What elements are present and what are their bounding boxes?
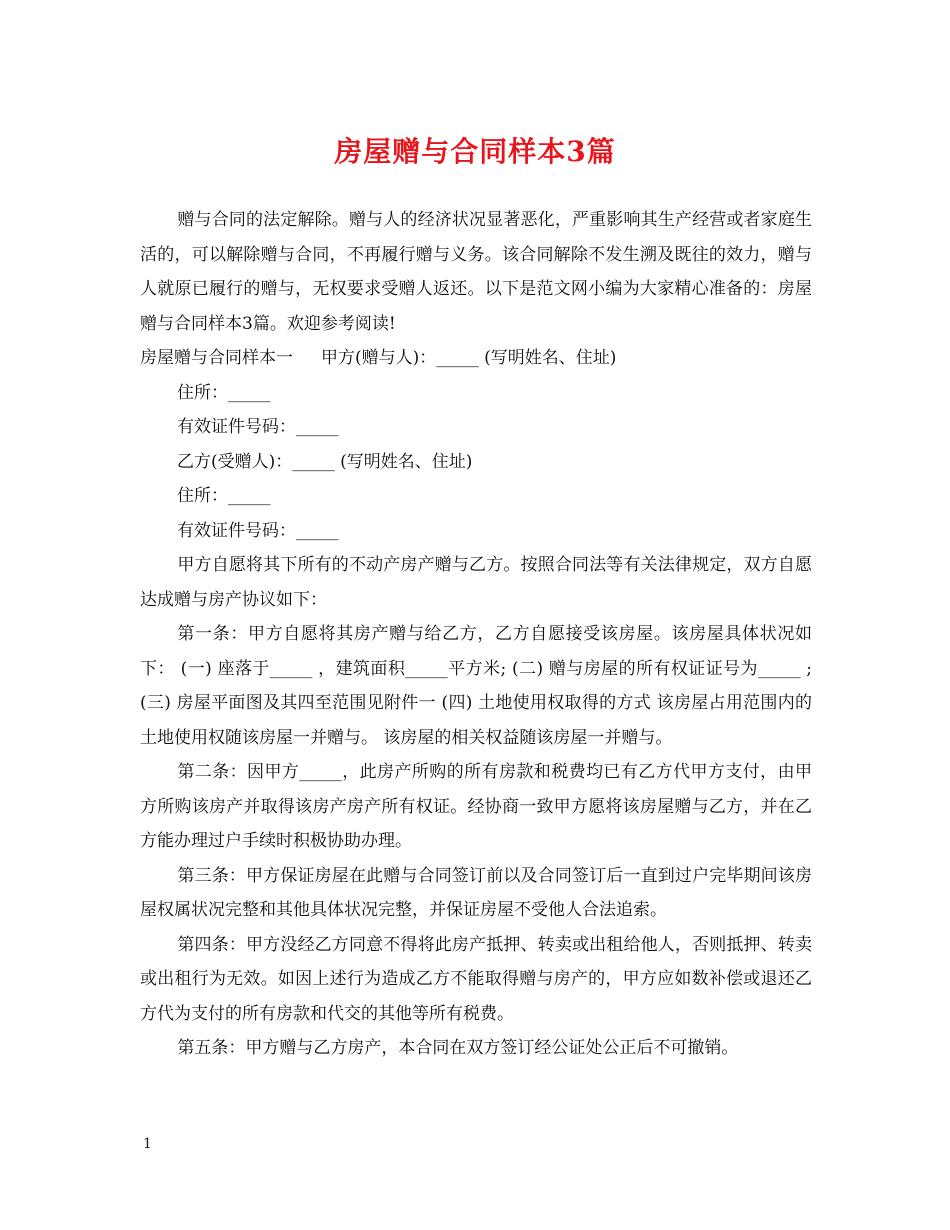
article-1: 第一条：甲方自愿将其房产赠与给乙方，乙方自愿接受该房屋。该房屋具体状况如下： (一) 座落于_____ ，建筑面积_____平方米; (二) 赠与房屋的所有权证证号为_____ ; (三) 房屋平面图及其四至范围见附件一 (四) 土地使用权取得的方式 该房屋占用范围内的土地使用权随该房屋一并赠与。 该房屋的相关权益随该房屋一并赠与。 <box>140 624 812 748</box>
sample-heading: 房屋赠与合同样本一 <box>140 348 293 368</box>
article-5: 第五条：甲方赠与乙方房产，本合同在双方签订经公证处公正后不可撤销。 <box>177 1038 739 1058</box>
party-a-address: 住所：_____ <box>177 382 271 403</box>
intro-paragraph: 赠与合同的法定解除。赠与人的经济状况显著恶化，严重影响其生产经营或者家庭生活的，可以解除赠与合同，不再履行赠与义务。该合同解除不发生溯及既往的效力，赠与人就原已履行的赠与，无权要求受赠人返还。以下是范文网小编为大家精心准备的：房屋赠与合同样本3篇。欢迎参考阅读! <box>140 210 812 334</box>
article-3: 第三条：甲方保证房屋在此赠与合同签订前以及合同签订后一直到过户完毕期间该房屋权属状况完整和其他具体状况完整，并保证房屋不受他人合法追索。 <box>140 865 812 920</box>
article-2: 第二条：因甲方_____，此房产所购的所有房款和税费均已有乙方代甲方支付，由甲方所购该房产并取得该房产房产所有权证。经协商一致甲方愿将该房屋赠与乙方，并在乙方能办理过户手续时积极协助办理。 <box>140 762 812 851</box>
page-number: 1 <box>143 1136 152 1152</box>
preamble-paragraph: 甲方自愿将其下所有的不动产房产赠与乙方。按照合同法等有关法律规定，双方自愿达成赠与房产协议如下： <box>140 555 812 610</box>
sample-heading-line <box>140 341 812 376</box>
party-a-id: 有效证件号码：_____ <box>177 417 339 437</box>
party-b-id: 有效证件号码：_____ <box>177 520 339 541</box>
party-b-address: 住所：_____ <box>177 486 271 506</box>
document-title: 房屋赠与合同样本3篇 <box>334 135 616 168</box>
party-b-line: 乙方(受赠人)：_____ (写明姓名、住址) <box>177 451 473 472</box>
article-4: 第四条：甲方没经乙方同意不得将此房产抵押、转卖或出租给他人，否则抵押、转卖或出租行为无效。如因上述行为造成乙方不能取得赠与房产的，甲方应如数补偿或退还乙方代为支付的所有房款和代交的其他等所有税费。 <box>140 934 812 1024</box>
party-a-line: 甲方(赠与人)：_____ (写明姓名、住址) <box>321 348 617 368</box>
document-body <box>140 203 812 1066</box>
